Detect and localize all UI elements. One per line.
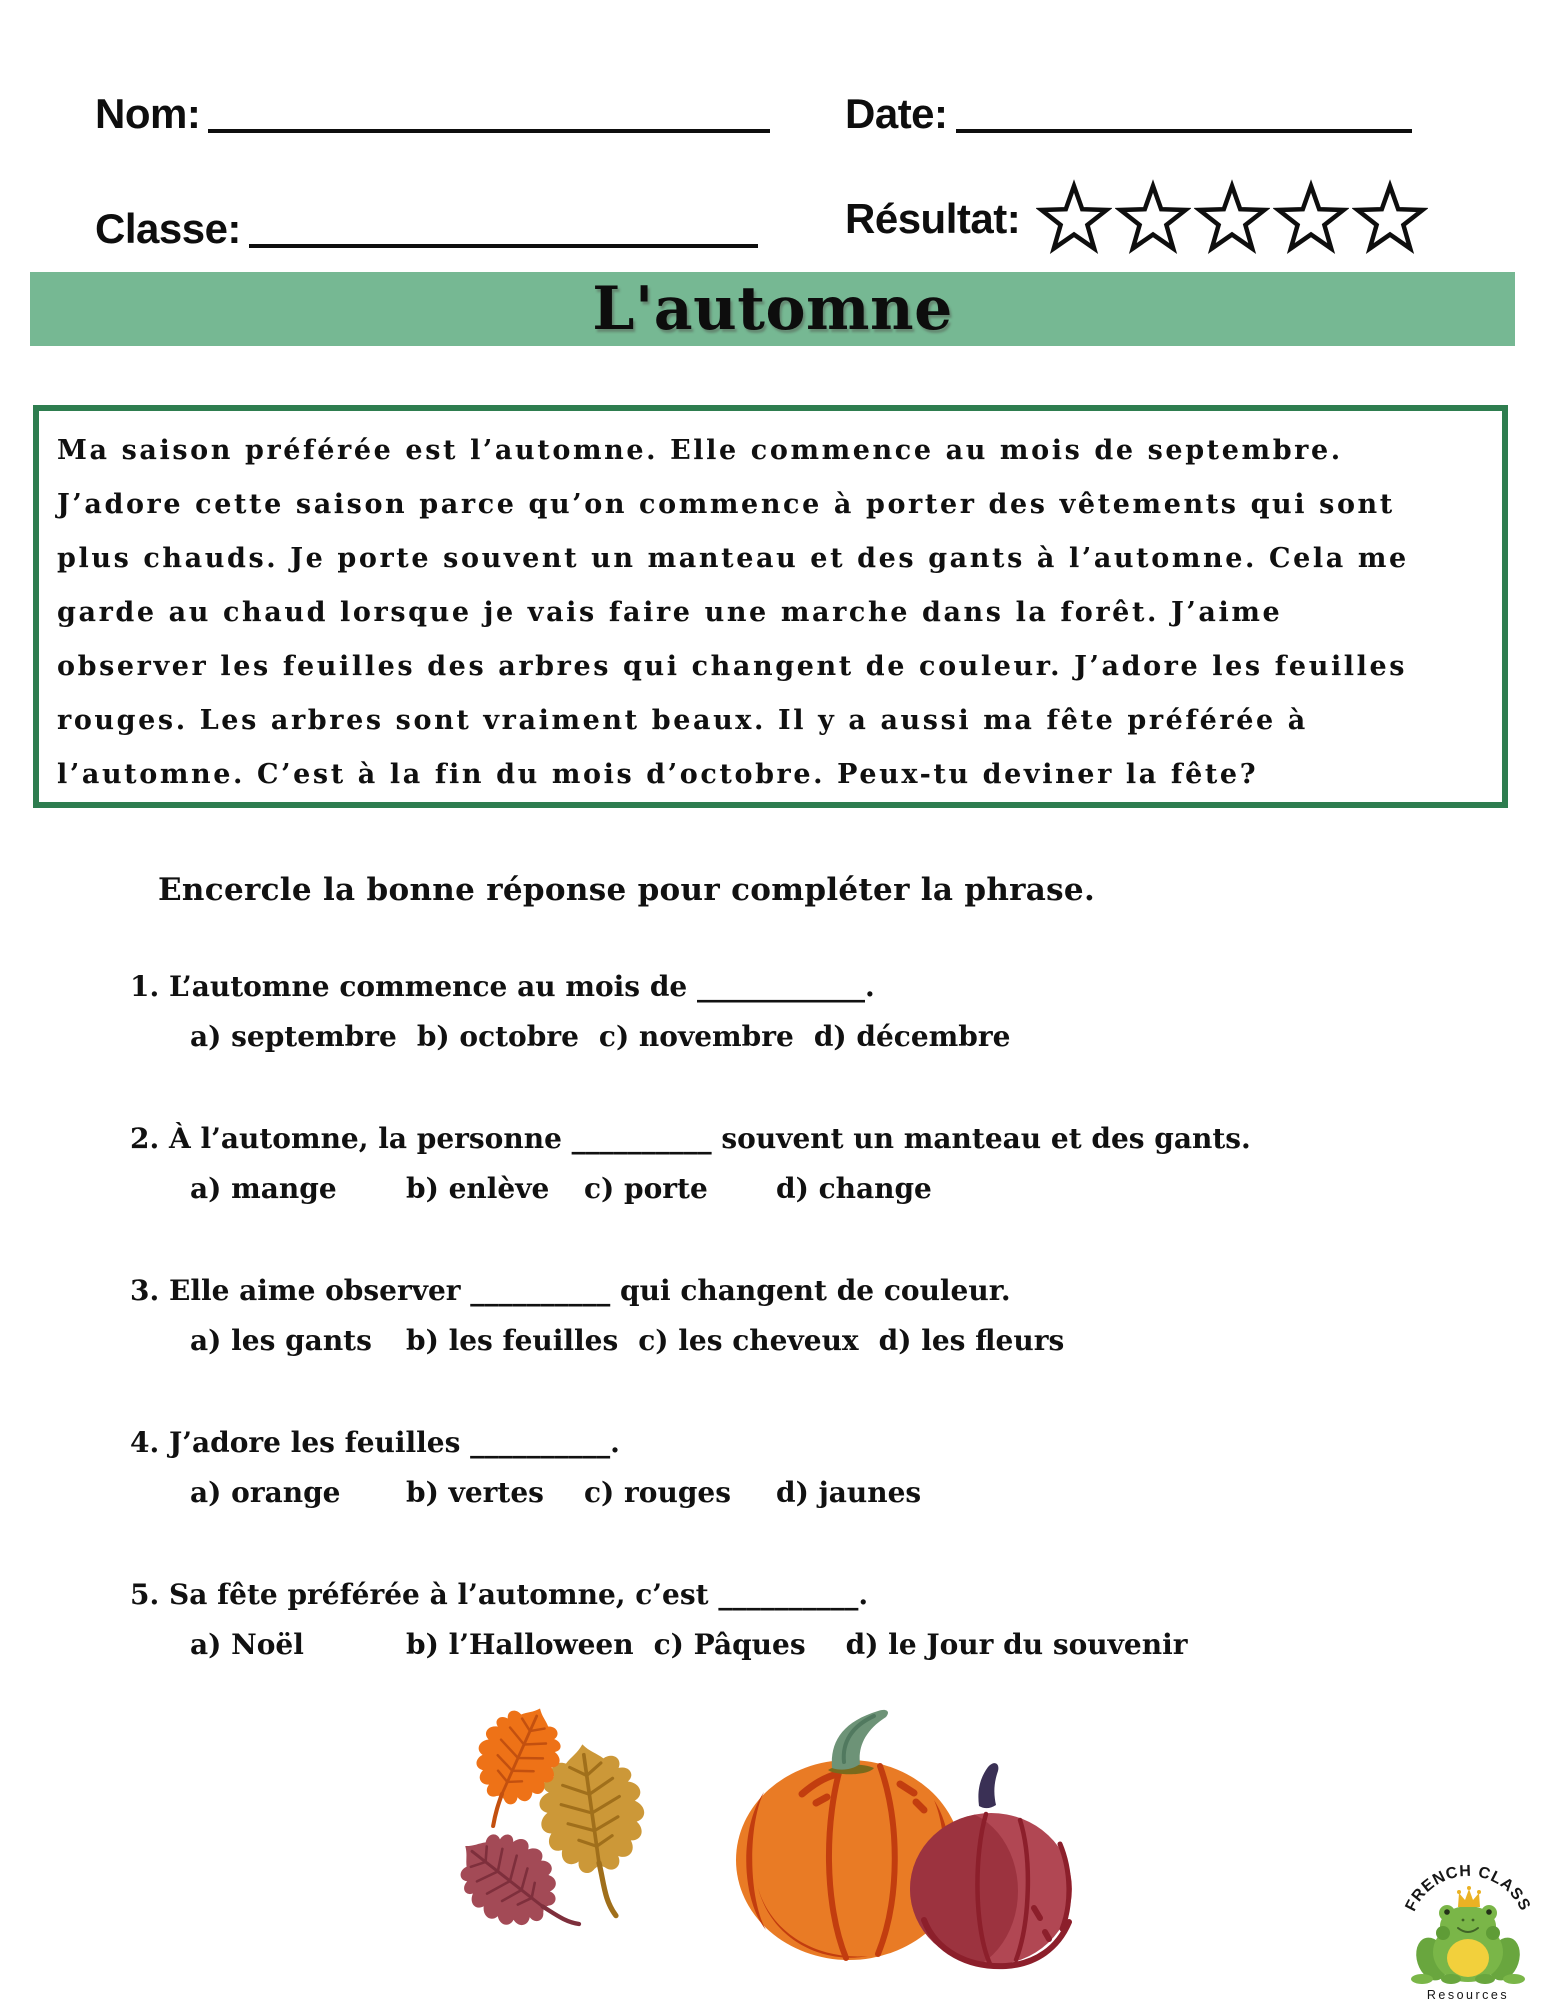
answer-option[interactable]: d) les fleurs: [878, 1324, 1065, 1357]
options-row: [130, 1012, 1460, 1062]
date-field: [845, 90, 1412, 138]
options-row: [130, 1468, 1460, 1518]
reading-line: rouges. Les arbres sont vraiment beaux. Il y a aussi ma fête préférée à: [57, 705, 1308, 736]
reading-line: observer les feuilles des arbres qui changent de couleur. J’adore les feuilles: [57, 651, 1408, 682]
star-icon[interactable]: [1115, 178, 1191, 260]
nom-field: [95, 90, 770, 138]
answer-option[interactable]: d) jaunes: [776, 1476, 922, 1509]
result-stars: [1036, 178, 1428, 260]
french-class-logo: [1388, 1846, 1545, 2000]
answer-option[interactable]: c) les cheveux: [638, 1324, 859, 1357]
options-row: [130, 1164, 1460, 1214]
pumpkin-stem-icon: [978, 1763, 998, 1808]
nom-blank-line[interactable]: [208, 129, 770, 133]
page-title: L'automne: [592, 274, 953, 344]
pumpkins-illustration: [728, 1708, 1080, 1973]
logo-arc-text: FRENCH CLASS: [1402, 1862, 1534, 1915]
resultat-label: Résultat:: [845, 195, 1021, 242]
date-label: Date:: [845, 90, 948, 137]
answer-option[interactable]: a) les gants: [190, 1324, 372, 1357]
classe-label: Classe:: [95, 205, 241, 252]
question-block: [130, 1570, 1460, 1670]
date-blank-line[interactable]: [956, 129, 1412, 133]
answer-option[interactable]: c) rouges: [584, 1476, 731, 1509]
classe-field: [95, 205, 758, 253]
question-text: 5. Sa fête préférée à l’automne, c’est __________.: [130, 1578, 869, 1611]
answer-option[interactable]: d) le Jour du souvenir: [845, 1628, 1188, 1661]
answer-option[interactable]: b) les feuilles: [406, 1324, 619, 1357]
answer-option[interactable]: a) orange: [190, 1476, 341, 1509]
question-text: 3. Elle aime observer __________ qui changent de couleur.: [130, 1274, 1011, 1307]
quiz-questions: [130, 962, 1460, 1722]
answer-option[interactable]: b) vertes: [406, 1476, 544, 1509]
nom-label: Nom:: [95, 90, 201, 137]
answer-option[interactable]: b) l’Halloween: [406, 1628, 634, 1661]
reading-line: plus chauds. Je porte souvent un manteau et des gants à l’automne. Cela me: [57, 543, 1409, 574]
answer-option[interactable]: c) novembre: [598, 1020, 794, 1053]
crown-icon: [1457, 1886, 1481, 1907]
answer-option[interactable]: b) enlève: [406, 1172, 550, 1205]
reading-line: J’adore cette saison parce qu’on commence à porter des vêtements qui sont: [57, 489, 1395, 520]
classe-blank-line[interactable]: [249, 244, 758, 248]
reading-line: Ma saison préférée est l’automne. Elle commence au mois de septembre.: [57, 435, 1343, 466]
reading-line: l’automne. C’est à la fin du mois d’octobre. Peux-tu deviner la fête?: [57, 759, 1259, 790]
answer-option[interactable]: d) change: [776, 1172, 932, 1205]
answer-option[interactable]: a) mange: [190, 1172, 337, 1205]
question-block: [130, 962, 1460, 1062]
answer-option[interactable]: b) octobre: [416, 1020, 579, 1053]
question-text: 1. L’automne commence au mois de ____________.: [130, 970, 875, 1003]
question-text: 4. J’adore les feuilles __________.: [130, 1426, 620, 1459]
answer-option[interactable]: a) Noël: [190, 1628, 304, 1661]
autumn-leaves-illustration: [440, 1685, 670, 1955]
logo-subtitle: Resources: [1426, 1988, 1510, 2000]
star-icon[interactable]: [1273, 178, 1349, 260]
frog-icon: [1411, 1886, 1525, 1985]
options-row: [130, 1620, 1460, 1670]
title-banner: [30, 272, 1515, 346]
question-block: [130, 1114, 1460, 1214]
reading-line: garde au chaud lorsque je vais faire une marche dans la forêt. J’aime: [57, 597, 1283, 628]
question-block: [130, 1418, 1460, 1518]
resultat-field: [845, 178, 1465, 260]
options-row: [130, 1316, 1460, 1366]
star-icon[interactable]: [1352, 178, 1428, 260]
reading-box: [33, 405, 1508, 808]
star-icon[interactable]: [1194, 178, 1270, 260]
answer-option[interactable]: c) Pâques: [653, 1628, 806, 1661]
quiz-instruction: Encercle la bonne réponse pour compléter la phrase.: [158, 872, 1096, 908]
question-text: 2. À l’automne, la personne __________ souvent un manteau et des gants.: [130, 1122, 1251, 1155]
answer-option[interactable]: c) porte: [584, 1172, 708, 1205]
question-block: [130, 1266, 1460, 1366]
answer-option[interactable]: d) décembre: [813, 1020, 1011, 1053]
star-icon[interactable]: [1036, 178, 1112, 260]
answer-option[interactable]: a) septembre: [190, 1020, 397, 1053]
